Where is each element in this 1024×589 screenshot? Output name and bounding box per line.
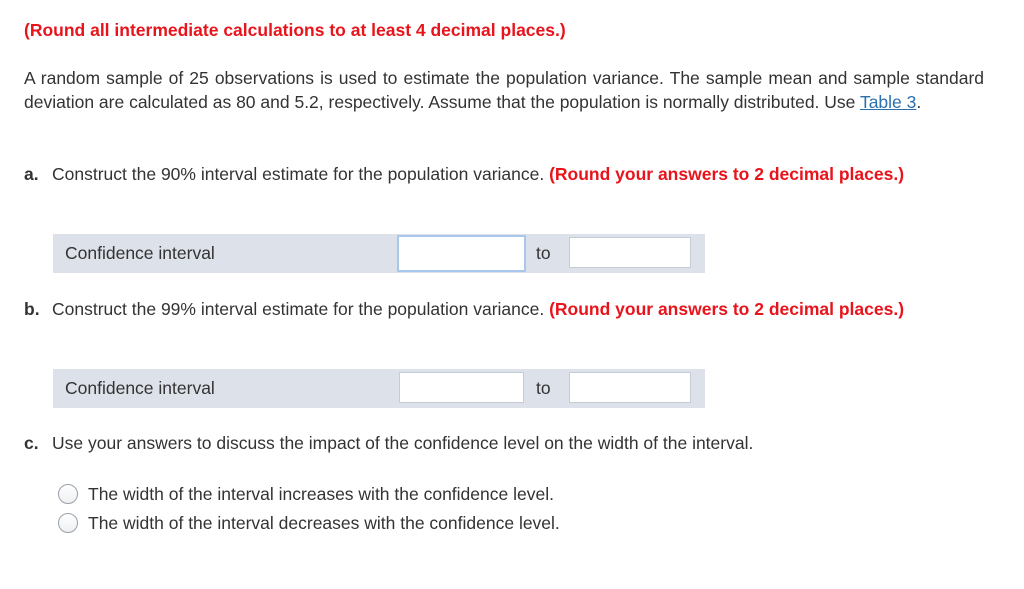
problem-text: A random sample of 25 observations is used to estimate the population variance. The sample mean and sample standard deviation are calculated as 80 and 5.2, respectively. Assume that the population is normally distributed. Use bbox=[24, 68, 984, 112]
part-b-confidence-interval-row bbox=[53, 369, 705, 408]
part-a-rounding-note: (Round your answers to 2 decimal places.) bbox=[549, 164, 905, 184]
part-c-letter: c. bbox=[24, 433, 39, 453]
part-a-question: Construct the 90% interval estimate for the population variance. bbox=[52, 164, 550, 184]
option-decreases-label[interactable]: The width of the interval decreases with the confidence level. bbox=[88, 513, 560, 533]
option-increases-label[interactable]: The width of the interval increases with the confidence level. bbox=[88, 484, 554, 504]
part-a bbox=[24, 162, 984, 186]
part-b bbox=[24, 297, 984, 321]
part-c bbox=[24, 431, 984, 455]
part-a-confidence-interval-row bbox=[53, 234, 705, 273]
table-3-link[interactable]: Table 3 bbox=[859, 92, 917, 112]
rounding-instruction: (Round all intermediate calculations to at least 4 decimal places.) bbox=[24, 20, 566, 40]
part-b-rounding-note: (Round your answers to 2 decimal places.) bbox=[549, 299, 905, 319]
radio-button-icon[interactable] bbox=[58, 484, 78, 504]
part-b-letter: b. bbox=[24, 299, 40, 319]
part-b-upper-bound-input[interactable] bbox=[569, 372, 691, 403]
part-a-row-label: Confidence interval bbox=[65, 243, 215, 263]
part-a-lower-bound-input[interactable] bbox=[397, 235, 526, 272]
radio-button-icon[interactable] bbox=[58, 513, 78, 533]
part-b-question: Construct the 99% interval estimate for the population variance. bbox=[52, 299, 550, 319]
problem-statement bbox=[24, 66, 984, 114]
part-a-letter: a. bbox=[24, 164, 39, 184]
part-b-to-label: to bbox=[536, 378, 551, 398]
part-b-lower-bound-input[interactable] bbox=[399, 372, 524, 403]
problem-end: . bbox=[916, 92, 922, 112]
part-c-question: Use your answers to discuss the impact of the confidence level on the width of the interval. bbox=[52, 433, 754, 453]
part-a-to-label: to bbox=[536, 243, 551, 263]
part-a-upper-bound-input[interactable] bbox=[569, 237, 691, 268]
part-b-row-label: Confidence interval bbox=[65, 378, 215, 398]
